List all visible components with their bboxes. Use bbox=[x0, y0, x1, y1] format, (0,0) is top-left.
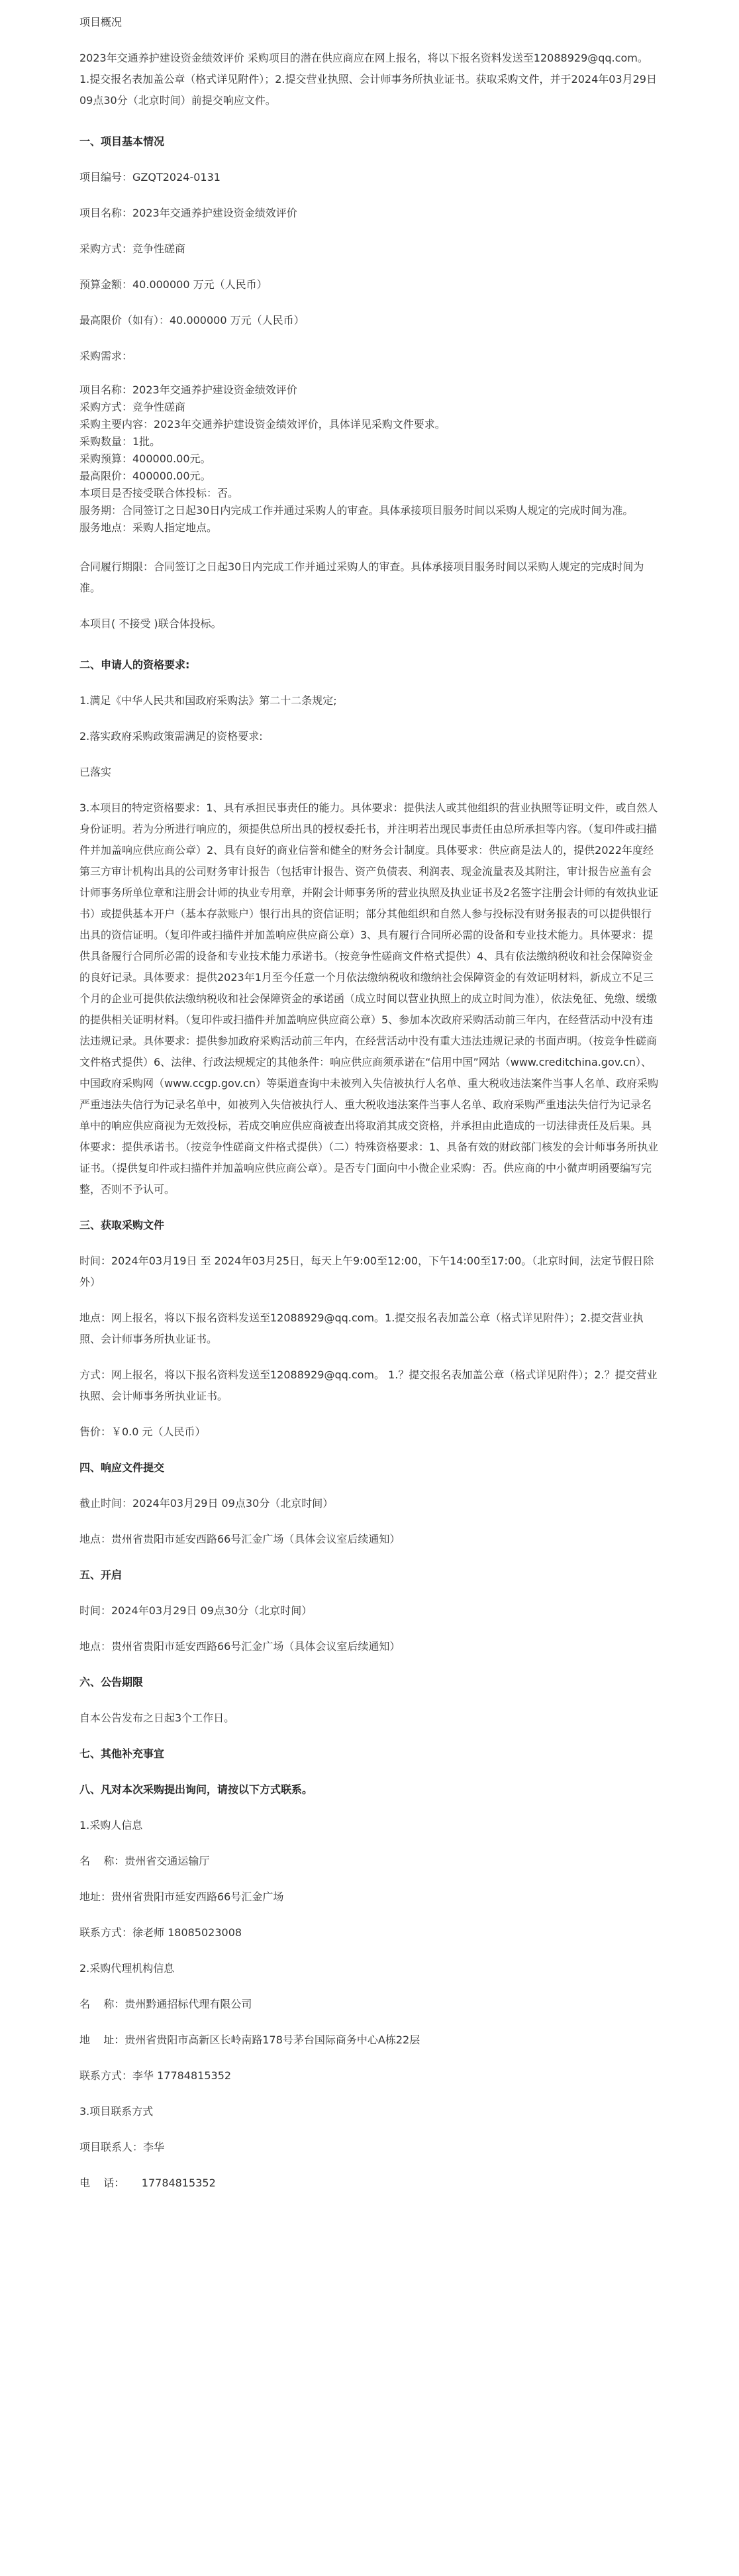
project-name: 项目名称：2023年交通养护建设资金绩效评价 bbox=[79, 207, 297, 219]
section-4-heading: 四、响应文件提交 bbox=[79, 1461, 165, 1474]
agent-address: 地 址：贵州省贵阳市高新区长岭南路178号茅台国际商务中心A栋22层 bbox=[79, 2034, 420, 2046]
qualification-2: 2.落实政府采购政策需满足的资格要求: bbox=[79, 730, 263, 743]
budget-amount: 预算金额：40.000000 万元（人民币） bbox=[79, 278, 268, 291]
submission-deadline: 截止时间：2024年03月29日 09点30分（北京时间） bbox=[79, 1497, 334, 1510]
document-time: 时间：2024年03月19日 至 2024年03月25日，每天上午9:00至12:00，下午14:00至17:00。（北京时间，法定节假日除外） bbox=[79, 1255, 654, 1288]
requirement-line: 采购主要内容：2023年交通养护建设资金绩效评价，具体详见采购文件要求。 bbox=[79, 418, 446, 431]
opening-time: 时间：2024年03月29日 09点30分（北京时间） bbox=[79, 1604, 313, 1617]
submission-place: 地点：贵州省贵阳市延安西路66号汇金广场（具体会议室后续通知） bbox=[79, 1533, 401, 1545]
section-3-heading: 三、获取采购文件 bbox=[79, 1219, 165, 1231]
section-6-heading: 六、公告期限 bbox=[79, 1676, 144, 1688]
contract-term: 合同履行期限：合同签订之日起30日内完成工作并通过采购人的审查。具体承接项目服务时间以采购人规定的完成时间为准。 bbox=[79, 560, 644, 594]
agent-contact: 联系方式：李华 17784815352 bbox=[79, 2069, 232, 2082]
buyer-contact: 联系方式：徐老师 18085023008 bbox=[79, 1926, 242, 1939]
procurement-method: 采购方式：竞争性磋商 bbox=[79, 242, 186, 255]
document-place: 地点：网上报名，将以下报名资料发送至12088929@qq.com。1.提交报名表加盖公章（格式详见附件）；2.提交营业执照、会计师事务所执业证书。 bbox=[79, 1312, 644, 1345]
document-method: 方式：网上报名，将以下报名资料发送至12088929@qq.com。 1.？提交报名表加盖公章（格式详见附件）；2.？提交营业执照、会计师事务所执业证书。 bbox=[79, 1368, 658, 1402]
requirement-line: 采购方式：竞争性磋商 bbox=[79, 401, 186, 413]
requirement-line: 最高限价：400000.00元。 bbox=[79, 470, 211, 482]
project-number: 项目编号：GZQT2024-0131 bbox=[79, 171, 221, 183]
qualification-2-value: 已落实 bbox=[79, 766, 112, 778]
requirement-line: 服务期：合同签订之日起30日内完成工作并通过采购人的审查。具体承接项目服务时间以采购人规定的完成时间为准。 bbox=[79, 504, 634, 517]
document-price: 售价：￥0.0 元（人民币） bbox=[79, 1425, 206, 1438]
buyer-info-title: 1.采购人信息 bbox=[79, 1819, 143, 1831]
requirements-heading: 采购需求： bbox=[79, 350, 133, 362]
requirement-line: 本项目是否接受联合体投标：否。 bbox=[79, 487, 239, 499]
agent-info-title: 2.采购代理机构信息 bbox=[79, 1962, 175, 1975]
buyer-address: 地址：贵州省贵阳市延安西路66号汇金广场 bbox=[79, 1890, 284, 1903]
buyer-name: 名 称：贵州省交通运输厅 bbox=[79, 1855, 210, 1867]
qualification-1: 1.满足《中华人民共和国政府采购法》第二十二条规定; bbox=[79, 694, 337, 707]
qualification-3: 3.本项目的特定资格要求：1、具有承担民事责任的能力。具体要求：提供法人或其他组织的营业执照等证明文件，或自然人身份证明。若为分所进行响应的，须提供总所出具的授权委托书，并注明若出现民事责任由总所承担等内容。（复印件或扫描件并加盖响应供应商公章）2、具有良好的商业信誉和健全的财务会计制度。具体要求：供应商是法人的，提供2022年度经第三方审计机构出具的公司财务审计报告（包括审计报告、资产负债表、利润表、现金流量表及其附注，审计报告应盖有会计师事务所单位章和注册会计师的执业专用章，并附会计师事务所的营业执照及执业证书及2名签字注册会计师的有效执业证书）或提供基本开户（基本存款账户）银行出具的资信证明；部分其他组织和自然人参与投标没有财务报表的可以提供银行出具的资信证明。（复印件或扫描件并加盖响应供应商公章）3、具有履行合同所必需的设备和专业技术能力。具体要求：提供具备履行合同所必需的设备和专业技术能力承诺书。（按竞争性磋商文件格式提供）4、具有依法缴纳税收和社会保障资金的良好记录。具体要求：提供2023年1月至今任意一个月依法缴纳税收和缴纳社会保障资金的有效证明材料，新成立不足三个月的企业可提供依法缴纳税收和社会保障资金的承诺函（成立时间以营业执照上的成立时间为准），依法免征、免缴、缓缴的提供相关证明材料。（复印件或扫描件并加盖响应供应商公章）5、参加本次政府采购活动前三年内，在经营活动中没有违法违规记录。具体要求：提供参加政府采购活动前三年内，在经营活动中没有重大违法违规记录的书面声明。（按竞争性磋商文件格式提供）6、法律、行政法规规定的其他条件：响应供应商须承诺在“信用中国”网站（www.creditchina.gov.cn）、中国政府采购网（www.ccgp.gov.cn）等渠道查询中未被列入失信被执行人名单、重大税收违法案件当事人名单、政府采购严重违法失信行为记录名单中，如被列入失信被执行人、重大税收违法案件当事人名单、政府采购严重违法失信行为记录名单中的响应供应商视为无效投标，若成交响应供应商被查出将取消其成交资格，并承担由此造成的一切法律责任及后果。具体要求：提供承诺书。（按竞争性磋商文件格式提供）（二）特殊资格要求：1、具备有效的财政部门核发的会计师事务所执业证书。（提供复印件或扫描件并加盖响应供应商公章）。是否专门面向中小微企业采购：否。供应商的中小微声明函要编写完整，否则不予认可。 bbox=[79, 801, 659, 1196]
consortium-note: 本项目( 不接受 )联合体投标。 bbox=[79, 617, 222, 630]
overview-text: 2023年交通养护建设资金绩效评价 采购项目的潜在供应商应在网上报名，将以下报名资料发送至12088929@qq.com。 1.提交报名表加盖公章（格式详见附件）；2.提交营业执照、会计师事务所执业证书。获取采购文件，并于2024年03月29日 09点30分（北京时间）前提交响应文件。 bbox=[79, 52, 657, 107]
requirements-list bbox=[79, 382, 660, 537]
section-1-heading: 一、项目基本情况 bbox=[79, 135, 165, 148]
section-5-heading: 五、开启 bbox=[79, 1569, 123, 1581]
section-8-heading: 八、凡对本次采购提出询问，请按以下方式联系。 bbox=[79, 1783, 313, 1796]
requirement-line: 服务地点：采购人指定地点。 bbox=[79, 521, 218, 534]
opening-place: 地点：贵州省贵阳市延安西路66号汇金广场（具体会议室后续通知） bbox=[79, 1640, 401, 1653]
requirement-line: 项目名称：2023年交通养护建设资金绩效评价 bbox=[79, 384, 297, 396]
agent-name: 名 称：贵州黔通招标代理有限公司 bbox=[79, 1998, 252, 2010]
overview-title: 项目概况 bbox=[79, 16, 123, 28]
section-2-heading: 二、申请人的资格要求: bbox=[79, 658, 190, 671]
requirement-line: 采购数量：1批。 bbox=[79, 435, 161, 448]
section-7-heading: 七、其他补充事宜 bbox=[79, 1747, 165, 1760]
requirement-line: 采购预算：400000.00元。 bbox=[79, 452, 211, 465]
announcement-period: 自本公告发布之日起3个工作日。 bbox=[79, 1712, 235, 1724]
project-contact-title: 3.项目联系方式 bbox=[79, 2105, 154, 2118]
max-price: 最高限价（如有）：40.000000 万元（人民币） bbox=[79, 314, 305, 327]
project-contact-person: 项目联系人：李华 bbox=[79, 2141, 165, 2153]
project-contact-phone: 电 话： 17784815352 bbox=[79, 2177, 216, 2189]
